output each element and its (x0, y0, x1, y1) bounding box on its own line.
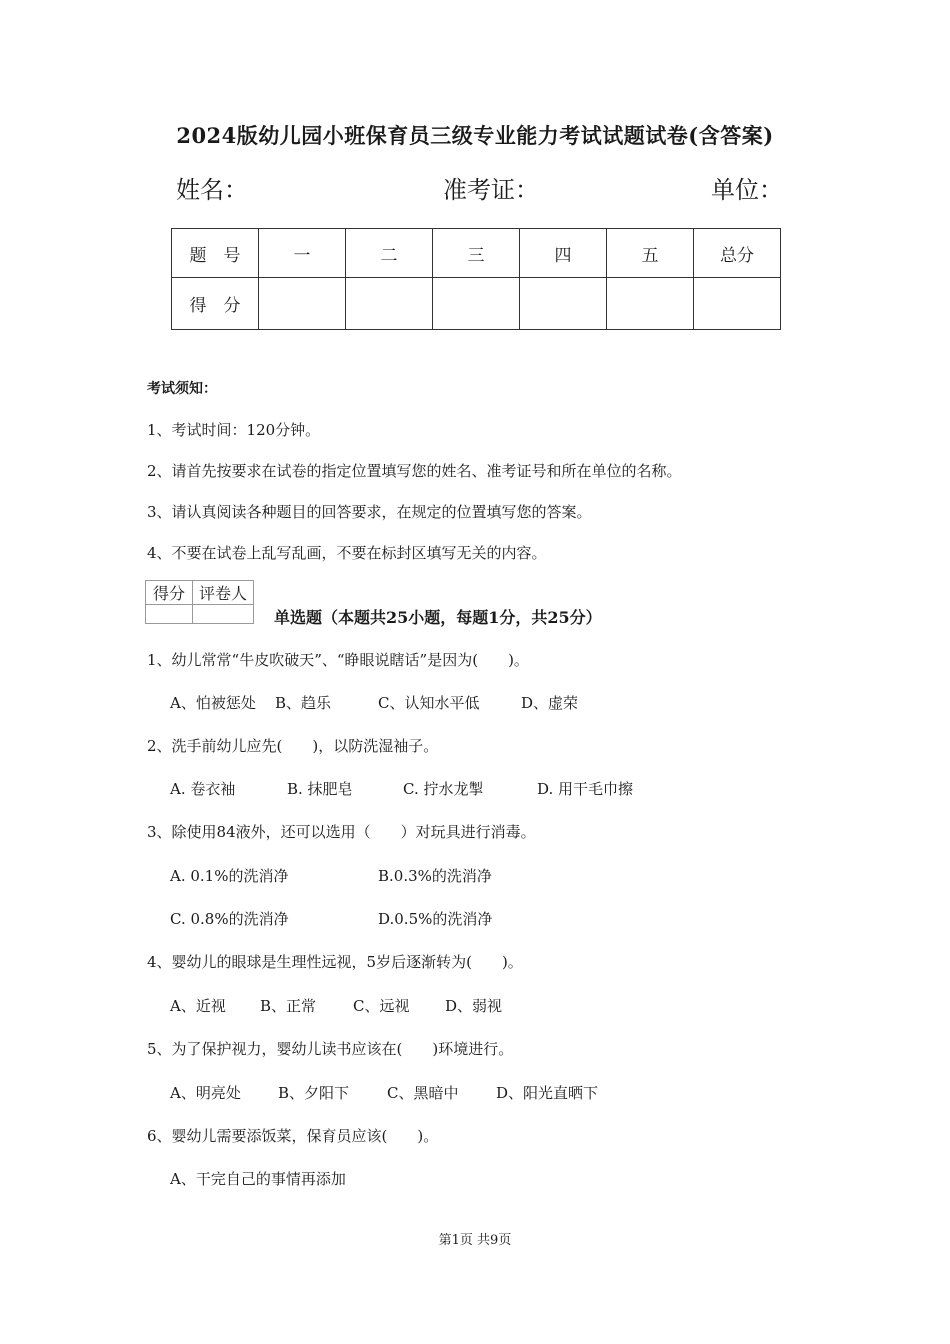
score-table-header-cell: 题 号 (172, 229, 259, 278)
page-footer: 第1页 共9页 (438, 1233, 512, 1248)
question-option: B、夕阳下 (278, 1084, 350, 1102)
question-stem: 5、为了保护视力，婴幼儿读书应该在( )环境进行。 (147, 1040, 514, 1058)
question-option: D、阳光直晒下 (496, 1084, 599, 1102)
grader-box (145, 580, 254, 624)
question-option: C、认知水平低 (378, 694, 480, 712)
question-stem: 6、婴幼儿需要添饭菜，保育员应该( )。 (147, 1127, 439, 1145)
score-table-header-cell: 三 (433, 229, 520, 278)
question-stem: 3、除使用84液外，还可以选用（ ）对玩具进行消毒。 (147, 823, 536, 841)
question-option: A、明亮处 (170, 1084, 241, 1102)
score-table (171, 228, 781, 330)
question-option: C、黑暗中 (387, 1084, 459, 1102)
notice-item: 4、不要在试卷上乱写乱画，不要在标封区填写无关的内容。 (147, 544, 547, 562)
question-stem: 4、婴幼儿的眼球是生理性远视，5岁后逐渐转为( )。 (147, 953, 523, 971)
score-cell[interactable] (694, 278, 781, 330)
exam-id-field-label: 准考证： (443, 176, 539, 204)
grader-reviewer-label: 评卷人 (193, 581, 254, 605)
question-option: B.0.3%的洗消净 (378, 867, 492, 885)
question-option: D、虚荣 (521, 694, 579, 712)
grader-reviewer-cell[interactable] (193, 605, 254, 624)
question-stem: 1、幼儿常常“牛皮吹破天”、“睁眼说瞎话”是因为( )。 (147, 651, 529, 669)
notice-item: 3、请认真阅读各种题目的回答要求，在规定的位置填写您的答案。 (147, 503, 592, 521)
name-field-label: 姓名： (176, 176, 248, 204)
question-option: A. 卷衣袖 (170, 780, 236, 798)
question-stem: 2、洗手前幼儿应先( )，以防洗湿袖子。 (147, 737, 439, 755)
score-row-label: 得 分 (172, 278, 259, 330)
score-table-header-cell: 五 (607, 229, 694, 278)
question-option: D.0.5%的洗消净 (378, 910, 493, 928)
question-option: D. 用干毛巾擦 (537, 780, 634, 798)
section-title: 单选题（本题共25小题，每题1分，共25分） (274, 608, 602, 627)
question-option: B. 抹肥皂 (287, 780, 353, 798)
score-cell[interactable] (520, 278, 607, 330)
score-cell[interactable] (346, 278, 433, 330)
score-table-header-cell: 总分 (694, 229, 781, 278)
score-table-header-cell: 二 (346, 229, 433, 278)
notice-item: 2、请首先按要求在试卷的指定位置填写您的姓名、准考证号和所在单位的名称。 (147, 462, 682, 480)
score-table-score-row (172, 278, 781, 330)
grader-score-cell[interactable] (146, 605, 193, 624)
notice-item: 1、考试时间：120分钟。 (147, 421, 321, 439)
score-cell[interactable] (607, 278, 694, 330)
question-option: C. 0.8%的洗消净 (170, 910, 289, 928)
score-cell[interactable] (259, 278, 346, 330)
question-option: A、干完自己的事情再添加 (170, 1170, 346, 1188)
notice-heading: 考试须知： (147, 381, 217, 397)
document-title: 2024版幼儿园小班保育员三级专业能力考试试题试卷(含答案) (176, 123, 774, 148)
question-option: A、近视 (170, 997, 226, 1015)
grader-score-label: 得分 (146, 581, 193, 605)
score-table-header-row (172, 229, 781, 278)
score-cell[interactable] (433, 278, 520, 330)
question-option: C. 拧水龙掣 (403, 780, 484, 798)
question-option: C、远视 (353, 997, 410, 1015)
question-option: A、怕被惩处 (170, 694, 256, 712)
question-option: D、弱视 (445, 997, 503, 1015)
question-option: A. 0.1%的洗消净 (170, 867, 289, 885)
score-table-header-cell: 一 (259, 229, 346, 278)
question-option: B、正常 (260, 997, 317, 1015)
score-table-header-cell: 四 (520, 229, 607, 278)
question-option: B、趋乐 (275, 694, 332, 712)
unit-field-label: 单位： (711, 176, 783, 204)
